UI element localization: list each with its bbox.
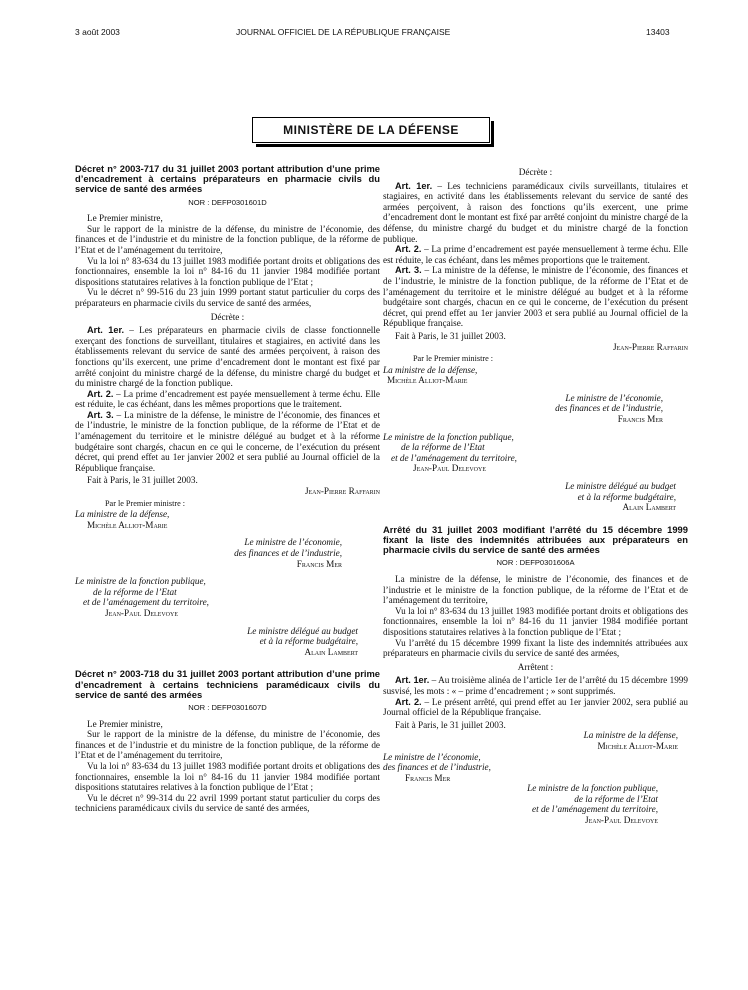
- role-text: Le ministre de l’économie,: [565, 392, 663, 403]
- signature-economie: [75, 537, 380, 569]
- role-text: de la réforme de l’Etat: [93, 586, 177, 597]
- premier-ministre: Le Premier ministre,: [87, 718, 163, 729]
- article-text: – La prime d’encadrement est payée mensuellement à terme échu. Elle est réduite, le cas échéant, dans les mêmes proportions que le traitement.: [75, 388, 380, 410]
- signatory-name: Michèle Alliot-Marie: [87, 519, 168, 530]
- header-journal-title: JOURNAL OFFICIEL DE LA RÉPUBLIQUE FRANÇAISE: [236, 27, 451, 37]
- article-1: [383, 181, 688, 245]
- article-text: – La ministre de la défense, le ministre de l’économie, des finances et de l’industrie, le ministre de la fonction publique, de la réforme de l’Etat et de l’aménagement du territoire et le ministre délégué au budget et à la réforme budgétaire sont chargés, chacun en ce qui le concerne, de l’exécution du présent décret, qui prend effet au 1er janvier 2002 et sera publié au Journal officiel de la République française.: [75, 409, 380, 473]
- signature-budget: [75, 626, 380, 658]
- arrete-15-decembre: [383, 525, 688, 826]
- article-label: Art. 2.: [395, 244, 422, 255]
- visa-2: Vu le décret n° 99-314 du 22 avril 1999 portant statut particulier du corps des techniciens paramédicaux civils du service de santé des armées,: [75, 792, 380, 814]
- role-text: des finances et de l’industrie,: [234, 548, 342, 559]
- nor-reference: NOR : DEFP0301607D: [188, 702, 267, 712]
- role-text: Le ministre de l’économie,: [383, 751, 481, 762]
- nor-reference: NOR : DEFP0301606A: [496, 558, 575, 568]
- article-label: Art. 2.: [395, 696, 422, 707]
- signature-defense: [383, 730, 688, 751]
- article-text: – La ministre de la défense, le ministre de l’économie, des finances et de l’industrie, le ministre de la fonction publique, de la réforme de l’Etat et de l’aménagement du territoire et le ministre délégué au budget et à la réforme budgétaire sont chargés, chacun en ce qui le concerne, de l’exécution du présent décret, qui prend effet au 1er janvier 2003 et sera publié au Journal officiel de la République française.: [383, 265, 688, 329]
- role-text: Le ministre délégué au budget: [247, 625, 358, 636]
- signatory-name: Jean-Paul Delevoye: [413, 463, 486, 474]
- signature-defense: [75, 509, 380, 530]
- decrete: Décrète :: [210, 311, 245, 322]
- article-2: [75, 389, 380, 410]
- signatory-name: Michèle Alliot-Marie: [597, 740, 678, 751]
- nor-reference: NOR : DEFP0301601D: [188, 197, 267, 207]
- article-3: [383, 265, 688, 329]
- article-label: Art. 1er.: [87, 325, 125, 336]
- decret-717: [75, 164, 380, 657]
- role-text: et de l’aménagement du territoire,: [391, 452, 517, 463]
- role-text: et de l’aménagement du territoire,: [532, 804, 658, 815]
- article-label: Art. 1er.: [395, 180, 433, 191]
- article-3: [75, 410, 380, 474]
- article-text: – Les préparateurs en pharmacie civils de classe fonctionnelle exerçant des fonctions de surveillant, titulaires et stagiaires, en activité dans les établissements relevant du service de santé des armées perçoivent, à raison des fonctions qu’ils exercent, une prime d’encadrement dont le montant est fixé par arrêté conjoint du ministre chargé de la défense, du ministre chargé du budget et du ministre chargé de la fonction publique.: [75, 325, 380, 389]
- article-text: – Le présent arrêté, qui prend effet au 1er janvier 2002, sera publié au Journal officiel de la République française.: [383, 696, 688, 718]
- rapport: Sur le rapport de la ministre de la défense, du ministre de l’économie, des finances et de l’industrie et du ministre de la fonction publique, de la réforme de l’Etat et de l’aménagement du territoire,: [75, 223, 380, 255]
- left-column: [75, 164, 380, 814]
- visa-1: Vu la loi n° 83-634 du 13 juillet 1983 modifiée portant droits et obligations des fonctionnaires, ensemble la loi n° 84-16 du 11 janvier 1984 modifiée portant dispositions statutaires relatives à la fonction publique de l’Etat ;: [383, 605, 688, 637]
- signature-defense: [383, 365, 688, 386]
- signatory-name: Jean-Paul Delevoye: [585, 815, 658, 826]
- signatory-name: Michèle Alliot-Marie: [387, 375, 468, 386]
- par-le-premier-ministre: Par le Premier ministre :: [413, 354, 494, 364]
- visa-1: Vu la loi n° 83-634 du 13 juillet 1983 modifiée portant droits et obligations des fonctionnaires, ensemble la loi n° 84-16 du 11 janvier 1984 modifiée portant dispositions statutaires relatives à la fonction publique de l’Etat ;: [75, 760, 380, 793]
- role-text: Le ministre délégué au budget: [565, 481, 676, 492]
- role-text: de la réforme de l’Etat: [401, 442, 485, 453]
- visa-2: Vu le décret n° 99-516 du 23 juin 1999 portant statut particulier du corps des préparateurs en pharmacie civils du service de santé des armées,: [75, 287, 380, 308]
- article-text: – La prime d’encadrement est payée mensuellement à terme échu. Elle est réduite, le cas échéant, dans les mêmes proportions que le traitement.: [383, 244, 688, 265]
- article-text: – Les techniciens paramédicaux civils surveillants, titulaires et stagiaires, en activité dans les établissements relevant du service de santé des armées perçoivent, à raison des fonctions qu’ils exercent, une prime d’encadrement dont le montant est fixé par arrêté conjoint du ministre chargé de la défense, du ministre chargé du budget et du ministre chargé de la fonction publique.: [383, 180, 689, 244]
- role-text: et à la réforme budgétaire,: [259, 636, 358, 647]
- decret-title: Décret n° 2003-717 du 31 juillet 2003 portant attribution d’une prime d’encadrement à certains préparateurs en pharmacie civils du service de santé des armées: [75, 163, 380, 195]
- role-text: et de l’aménagement du territoire,: [83, 597, 209, 608]
- article-label: Art. 3.: [395, 265, 422, 276]
- fait-a-paris: Fait à Paris, le 31 juillet 2003.: [395, 719, 506, 730]
- signatory-name: Jean-Paul Delevoye: [105, 607, 178, 618]
- role-text: des finances et de l’industrie,: [555, 403, 663, 414]
- fait-a-paris: Fait à Paris, le 31 juillet 2003.: [87, 475, 198, 486]
- signatory-name: Alain Lambert: [622, 502, 676, 513]
- signatory-name: Jean-Pierre Raffarin: [304, 486, 380, 497]
- article-1: [383, 675, 688, 696]
- signatory-name: Francis Mer: [296, 558, 342, 569]
- signature-economie: [383, 752, 688, 784]
- role-text: et à la réforme budgétaire,: [577, 491, 676, 502]
- role-text: La ministre de la défense,: [75, 509, 170, 520]
- signature-budget: [383, 481, 688, 513]
- section-title: MINISTÈRE DE LA DÉFENSE: [283, 123, 459, 137]
- fait-a-paris: Fait à Paris, le 31 juillet 2003.: [395, 330, 506, 341]
- role-text: Le ministre de la fonction publique,: [383, 431, 514, 442]
- article-text: – Au troisième alinéa de l’article 1er de l’arrêté du 15 décembre 1999 susvisé, les mots : « – prime d’encadrement ; » sont supprimés.: [383, 675, 688, 696]
- role-text: Le ministre de la fonction publique,: [75, 576, 206, 587]
- decrete: Décrète :: [518, 167, 553, 177]
- section-title-box: [252, 117, 490, 143]
- article-label: Art. 1er.: [395, 675, 430, 686]
- arretent: Arrêtent :: [517, 661, 554, 672]
- role-text: La ministre de la défense,: [583, 730, 678, 741]
- article-2: [383, 244, 688, 265]
- signature-fonction-publique: [383, 432, 688, 474]
- decret-718: [75, 669, 380, 814]
- decret-718-continued: [383, 167, 688, 513]
- signature-economie: [383, 393, 688, 425]
- signature-fonction-publique: [75, 576, 380, 618]
- visa-2: Vu l’arrêté du 15 décembre 1999 fixant la liste des indemnités attribuées aux préparateurs en pharmacie civils du service de santé des armées,: [383, 637, 688, 659]
- role-text: Le ministre de la fonction publique,: [527, 783, 658, 794]
- header-page-number: 13403: [646, 27, 670, 37]
- role-text: Le ministre de l’économie,: [244, 537, 342, 548]
- decret-title: Décret n° 2003-718 du 31 juillet 2003 portant attribution d’une prime d’encadrement à certains techniciens paramédicaux civils du service de santé des armées: [75, 668, 380, 700]
- article-label: Art. 3.: [87, 409, 114, 420]
- par-le-premier-ministre: Par le Premier ministre :: [105, 498, 186, 508]
- article-1: [75, 325, 380, 389]
- article-2: [383, 697, 688, 718]
- arrete-title: Arrêté du 31 juillet 2003 modifiant l’arrêté du 15 décembre 1999 fixant la liste des indemnités attribuées aux préparateurs en pharmacie civils du service de santé des armées: [383, 523, 688, 556]
- role-text: des finances et de l’industrie,: [383, 762, 491, 773]
- premier-ministre: Le Premier ministre,: [87, 213, 163, 224]
- rapport: Sur le rapport de la ministre de la défense, du ministre de l’économie, des finances et de l’industrie et du ministre de la fonction publique, de la réforme de l’Etat et de l’aménagement du territoire,: [75, 729, 380, 761]
- arrete-intro: La ministre de la défense, le ministre de l’économie, des finances et de l’industrie et le ministre de la fonction publique, de la réforme de l’Etat et de l’aménagement du territoire,: [383, 574, 688, 606]
- header-date: 3 août 2003: [75, 27, 120, 37]
- signatory-name: Francis Mer: [617, 414, 663, 425]
- right-column: [383, 164, 688, 826]
- role-text: de la réforme de l’Etat: [574, 793, 658, 804]
- signatory-name: Francis Mer: [405, 772, 451, 783]
- role-text: La ministre de la défense,: [383, 364, 478, 375]
- visa-1: Vu la loi n° 83-634 du 13 juillet 1983 modifiée portant droits et obligations des fonctionnaires, ensemble la loi n° 84-16 du 11 janvier 1984 modifiée portant dispositions statutaires relatives à la fonction publique de l’Etat ;: [75, 255, 380, 287]
- signatory-name: Alain Lambert: [304, 646, 358, 657]
- signatory-name: Jean-Pierre Raffarin: [612, 341, 688, 352]
- article-label: Art. 2.: [87, 388, 114, 399]
- signature-fonction-publique: [383, 783, 688, 825]
